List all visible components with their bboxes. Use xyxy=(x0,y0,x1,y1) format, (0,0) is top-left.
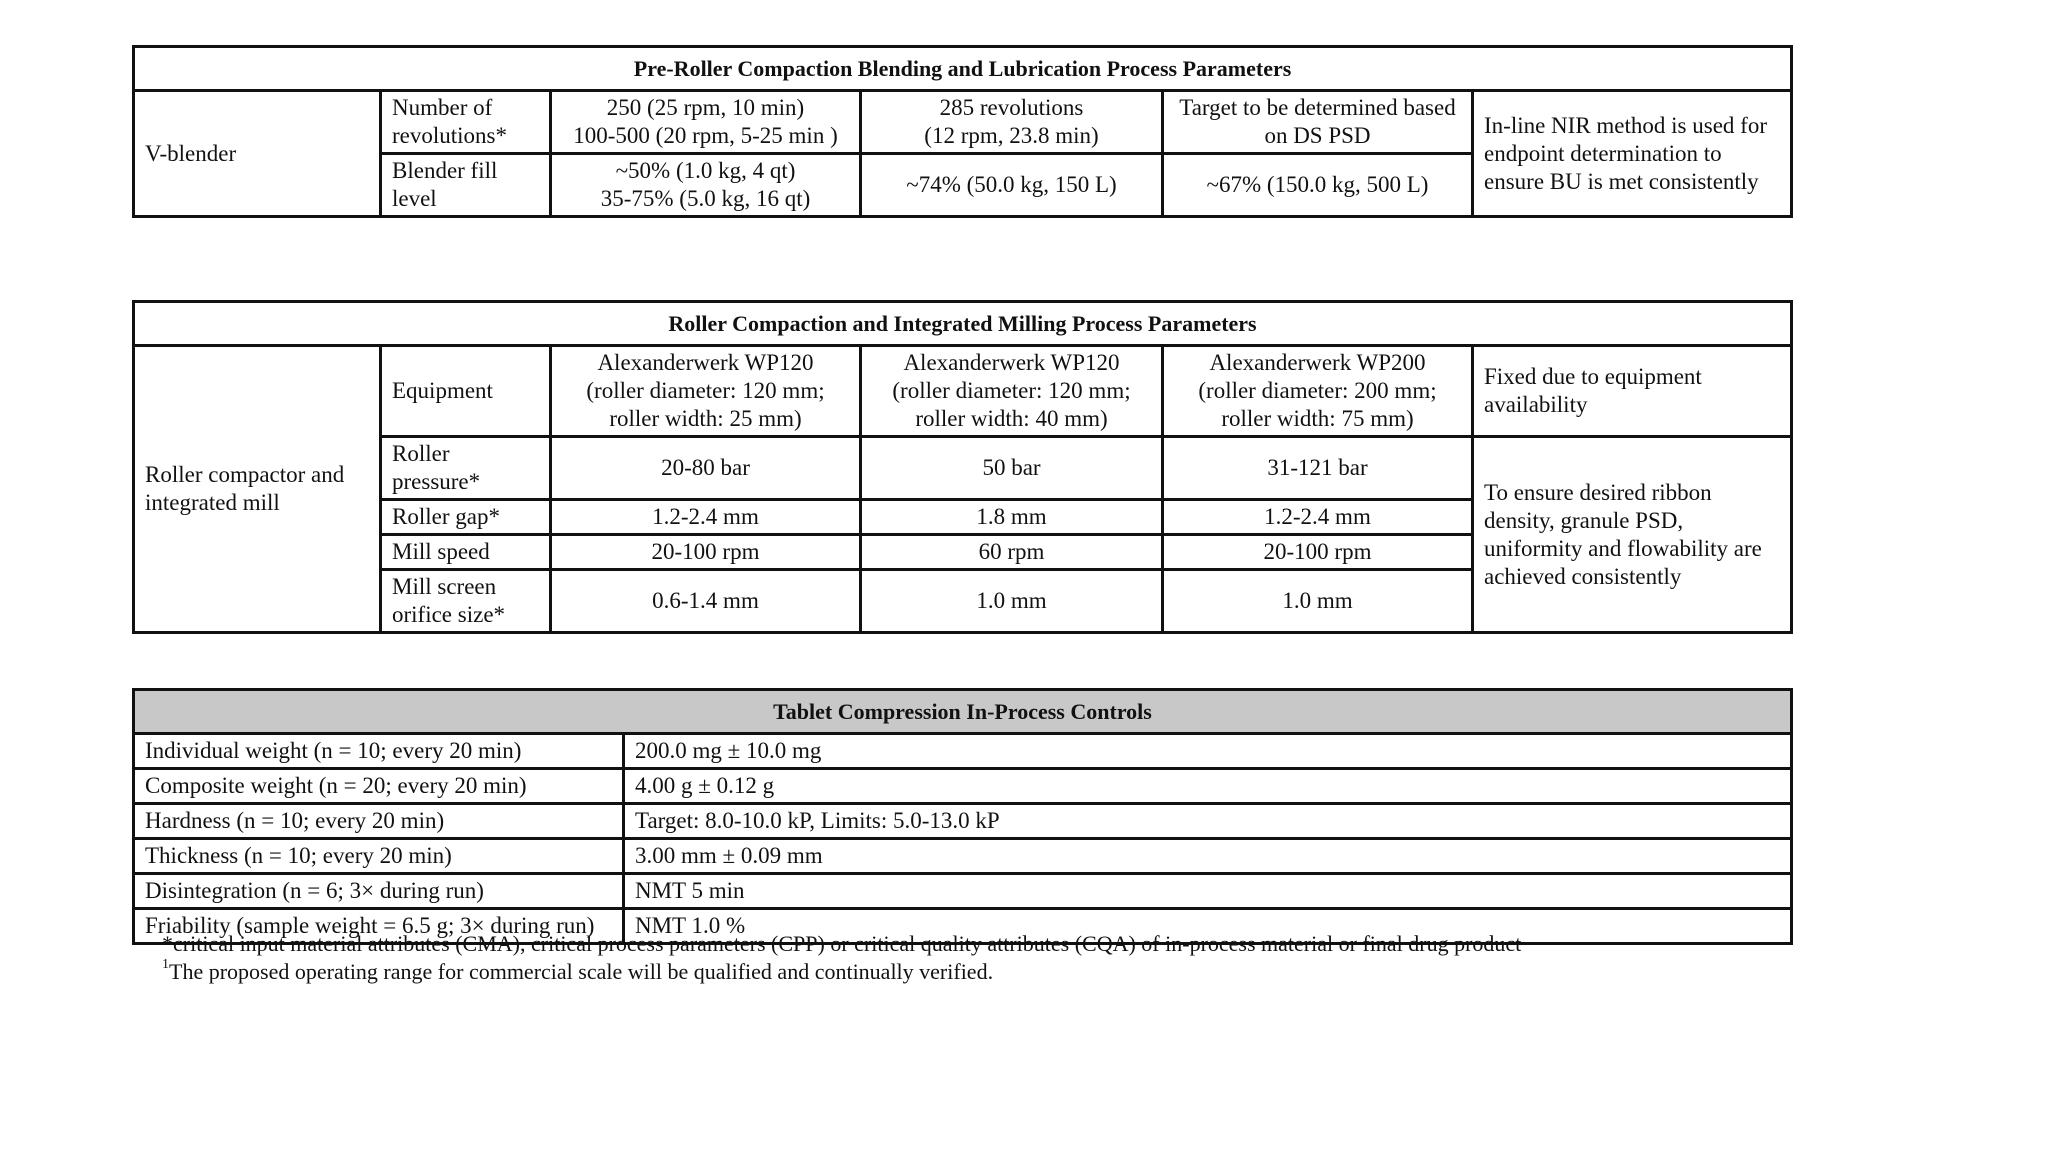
range-cell: 20-80 bar xyxy=(551,437,861,500)
justification-cell: To ensure desired ribbon density, granule PSD, uniformity and flowability are achieved consistently xyxy=(1473,437,1792,633)
range-cell: ~67% (150.0 kg, 500 L) xyxy=(1163,154,1473,217)
range-cell: 31-121 bar xyxy=(1163,437,1473,500)
parameter-name: Roller gap* xyxy=(381,500,551,535)
specification: 4.00 g ± 0.12 g xyxy=(624,769,1792,804)
range-cell: 250 (25 rpm, 10 min) 100-500 (20 rpm, 5-25 min ) xyxy=(551,91,861,154)
table-title: Tablet Compression In-Process Controls xyxy=(134,690,1792,734)
table-title: Pre-Roller Compaction Blending and Lubrication Process Parameters xyxy=(134,47,1792,91)
footnote-critical-attributes: *critical input material attributes (CMA), critical process parameters (CPP) or critical quality attributes (CQA) of in-process material or final drug product xyxy=(162,931,1522,956)
parameter-name: Mill speed xyxy=(381,535,551,570)
range-cell: ~74% (50.0 kg, 150 L) xyxy=(861,154,1163,217)
range-cell: Alexanderwerk WP120 (roller diameter: 120 mm; roller width: 40 mm) xyxy=(861,346,1163,437)
range-cell: 0.6-1.4 mm xyxy=(551,570,861,633)
justification-cell: In-line NIR method is used for endpoint determination to ensure BU is met consistently xyxy=(1473,91,1792,217)
parameter-name: Mill screen orifice size* xyxy=(381,570,551,633)
test-name: Individual weight (n = 10; every 20 min) xyxy=(134,734,624,769)
test-name: Hardness (n = 10; every 20 min) xyxy=(134,804,624,839)
range-cell: 1.2-2.4 mm xyxy=(1163,500,1473,535)
footnote-text: The proposed operating range for commercial scale will be qualified and continually verified. xyxy=(169,959,994,984)
test-name: Friability (sample weight = 6.5 g; 3× during run) xyxy=(134,909,624,944)
range-cell: 50 bar xyxy=(861,437,1163,500)
table-title: Roller Compaction and Integrated Milling Process Parameters xyxy=(134,302,1792,346)
range-cell: Target to be determined based on DS PSD xyxy=(1163,91,1473,154)
footnotes xyxy=(162,930,1822,986)
blending-parameters-table xyxy=(132,45,1793,218)
parameter-name: Blender fill level xyxy=(381,154,551,217)
test-name: Disintegration (n = 6; 3× during run) xyxy=(134,874,624,909)
range-cell: 20-100 rpm xyxy=(551,535,861,570)
specification: NMT 5 min xyxy=(624,874,1792,909)
specification: 200.0 mg ± 10.0 mg xyxy=(624,734,1792,769)
range-cell: 285 revolutions (12 rpm, 23.8 min) xyxy=(861,91,1163,154)
roller-compaction-parameters-table xyxy=(132,300,1793,634)
range-cell: 20-100 rpm xyxy=(1163,535,1473,570)
range-cell: 1.0 mm xyxy=(1163,570,1473,633)
justification-cell: Fixed due to equipment availability xyxy=(1473,346,1792,437)
parameter-name: Roller pressure* xyxy=(381,437,551,500)
specification: 3.00 mm ± 0.09 mm xyxy=(624,839,1792,874)
range-cell: 1.0 mm xyxy=(861,570,1163,633)
parameter-name: Number of revolutions* xyxy=(381,91,551,154)
parameter-name: Equipment xyxy=(381,346,551,437)
range-cell: ~50% (1.0 kg, 4 qt) 35-75% (5.0 kg, 16 qt) xyxy=(551,154,861,217)
test-name: Composite weight (n = 20; every 20 min) xyxy=(134,769,624,804)
range-cell: Alexanderwerk WP200 (roller diameter: 200 mm; roller width: 75 mm) xyxy=(1163,346,1473,437)
in-process-controls-table xyxy=(132,688,1793,945)
test-name: Thickness (n = 10; every 20 min) xyxy=(134,839,624,874)
footnote-marker: 1 xyxy=(162,957,169,972)
footnote-commercial-scale xyxy=(162,958,1822,986)
range-cell: 1.8 mm xyxy=(861,500,1163,535)
specification: NMT 1.0 % xyxy=(624,909,1792,944)
unit-operation: V-blender xyxy=(134,91,381,217)
specification: Target: 8.0-10.0 kP, Limits: 5.0-13.0 kP xyxy=(624,804,1792,839)
range-cell: 60 rpm xyxy=(861,535,1163,570)
range-cell: Alexanderwerk WP120 (roller diameter: 120 mm; roller width: 25 mm) xyxy=(551,346,861,437)
range-cell: 1.2-2.4 mm xyxy=(551,500,861,535)
unit-operation: Roller compactor and integrated mill xyxy=(134,346,381,633)
